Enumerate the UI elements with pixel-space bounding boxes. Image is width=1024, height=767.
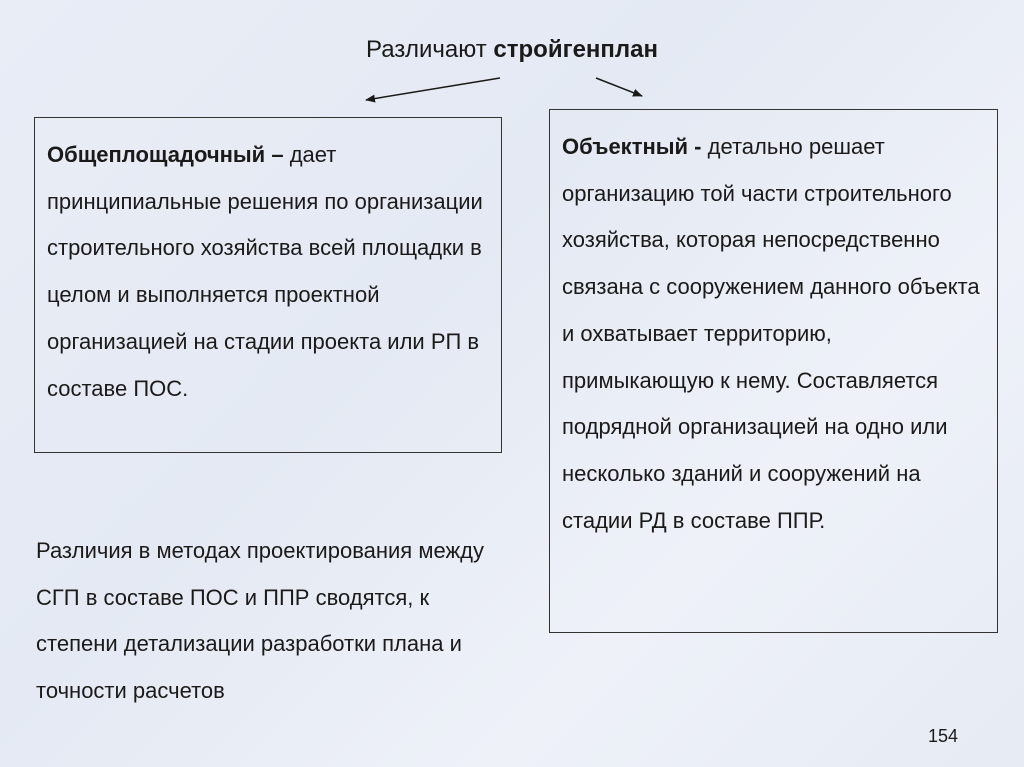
title-bold: стройгенплан (493, 36, 659, 63)
title-normal: Различают (365, 36, 487, 63)
arrow-right (596, 78, 642, 96)
general-site-plan-paragraph (47, 132, 489, 412)
general-site-plan-term: Общеплощадочный – (47, 142, 284, 167)
page-number: 154 (928, 726, 959, 746)
general-site-plan-box (34, 117, 502, 453)
differences-text: Различия в методах проектирования между СГП в составе ПОС и ППР сводятся, к степени детализации разработки плана и точности расчетов (36, 538, 485, 704)
object-site-plan-text: детально решает организацию той части строительного хозяйства, которая непосредственно связана с сооружением данного объекта и охватывает территорию, примыкающую к нему. Составляется подрядной организацией на одно или несколько зданий и сооружений на стадии РД в составе ППР. (562, 134, 980, 533)
object-site-plan-paragraph (562, 124, 985, 544)
object-site-plan-box (549, 109, 998, 633)
general-site-plan-text: дает принципиальные решения по организации строительного хозяйства всей площадки в целом и выполняется проектной организацией на стадии проекта или РП в составе ПОС. (47, 142, 483, 401)
object-site-plan-term: Объектный - (562, 134, 702, 159)
arrow-left (366, 78, 500, 100)
